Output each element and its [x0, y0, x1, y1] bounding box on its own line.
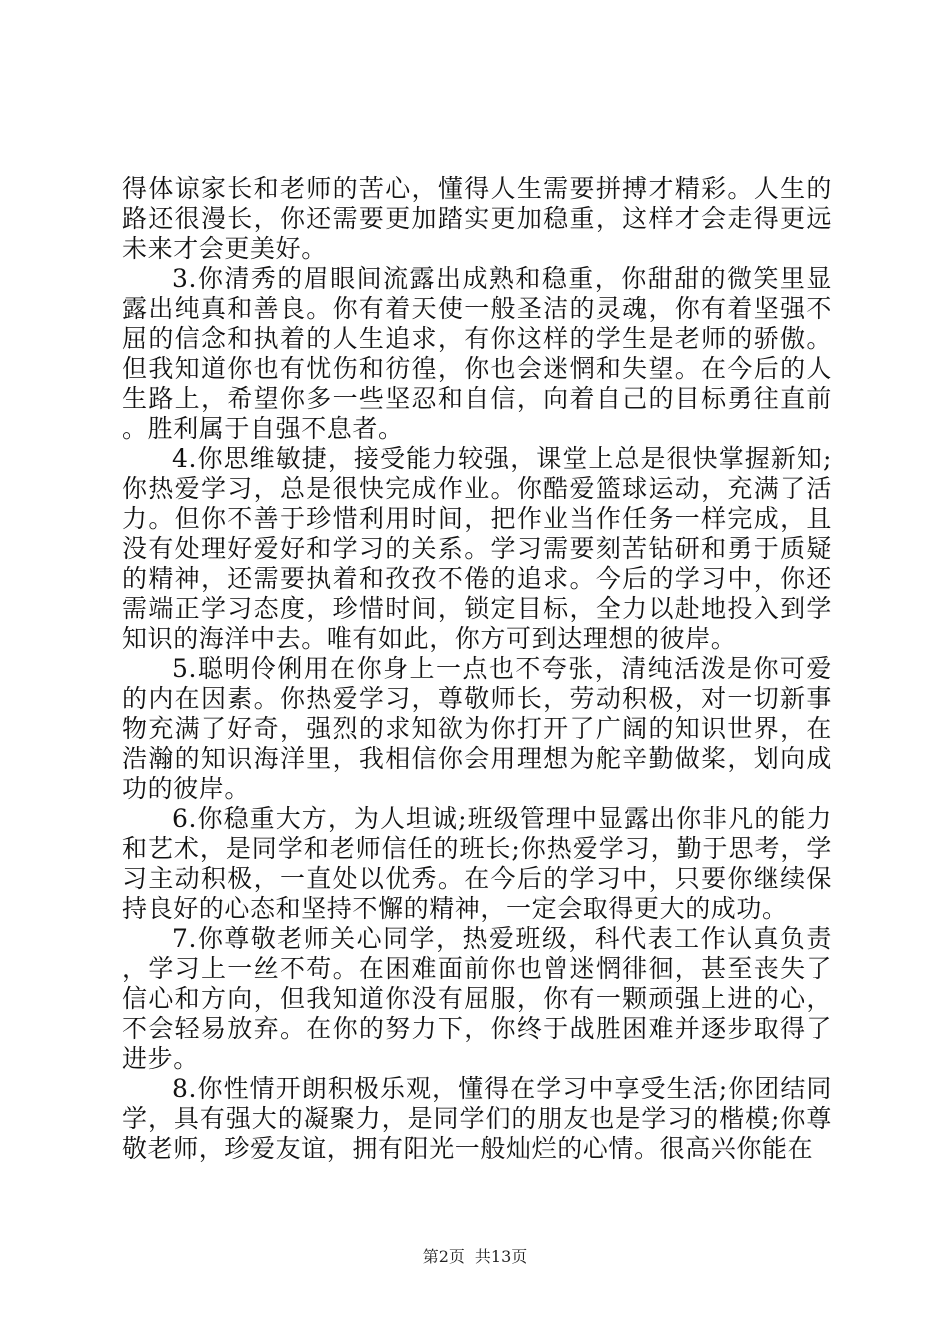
paragraph-continuation: 得体谅家长和老师的苦心，懂得人生需要拼搏才精彩。人生的路还很漫长，你还需要更加踏实更加稳重，这样才会走得更远未来才会更美好。 [122, 174, 832, 263]
paragraph-comment-4: 4.你思维敏捷，接受能力较强，课堂上总是很快掌握新知;你热爱学习，总是很快完成作业。你酷爱篮球运动，充满了活力。但你不善于珍惜利用时间，把作业当作任务一样完成，且没有处理好爱好和学习的关系。学习需要刻苦钻研和勇于质疑的精神，还需要执着和孜孜不倦的追求。今后的学习中，你还需端正学习态度，珍惜时间，锁定目标，全力以赴地投入到学知识的海洋中去。唯有如此，你方可到达理想的彼岸。 [122, 444, 832, 653]
paragraph-comment-5: 5.聪明伶俐用在你身上一点也不夸张，清纯活泼是你可爱的内在因素。你热爱学习，尊敬师长，劳动积极，对一切新事物充满了好奇，强烈的求知欲为你打开了广阔的知识世界，在浩瀚的知识海洋里，我相信你会用理想为舵辛勤做桨，划向成功的彼岸。 [122, 654, 832, 803]
page-footer [0, 1244, 950, 1267]
paragraph-comment-8: 8.你性情开朗积极乐观，懂得在学习中享受生活;你团结同学，具有强大的凝聚力，是同学们的朋友也是学习的楷模;你尊敬老师，珍爱友谊，拥有阳光一般灿烂的心情。很高兴你能在 [122, 1074, 832, 1163]
page-number-total: 共13页 [474, 1247, 528, 1266]
paragraph-comment-3: 3.你清秀的眉眼间流露出成熟和稳重，你甜甜的微笑里显露出纯真和善良。你有着天使一般圣洁的灵魂，你有着坚强不屈的信念和执着的人生追求，有你这样的学生是老师的骄傲。但我知道你也有忧伤和彷徨，你也会迷惘和失望。在今后的人生路上，希望你多一些坚忍和自信，向着自己的目标勇往直前。胜利属于自强不息者。 [122, 264, 832, 443]
paragraph-comment-7: 7.你尊敬老师关心同学，热爱班级，科代表工作认真负责，学习上一丝不苟。在困难面前你也曾迷惘徘徊，甚至丧失了信心和方向，但我知道你没有屈服，你有一颗顽强上进的心，不会轻易放弃。在你的努力下，你终于战胜困难并逐步取得了进步。 [122, 924, 832, 1073]
paragraph-comment-6: 6.你稳重大方，为人坦诚;班级管理中显露出你非凡的能力和艺术，是同学和老师信任的班长;你热爱学习，勤于思考，学习主动积极，一直处以优秀。在今后的学习中，只要你继续保持良好的心态和坚持不懈的精神，一定会取得更大的成功。 [122, 804, 832, 923]
page-number-current: 第2页 [422, 1247, 465, 1266]
document-body [122, 174, 832, 1164]
